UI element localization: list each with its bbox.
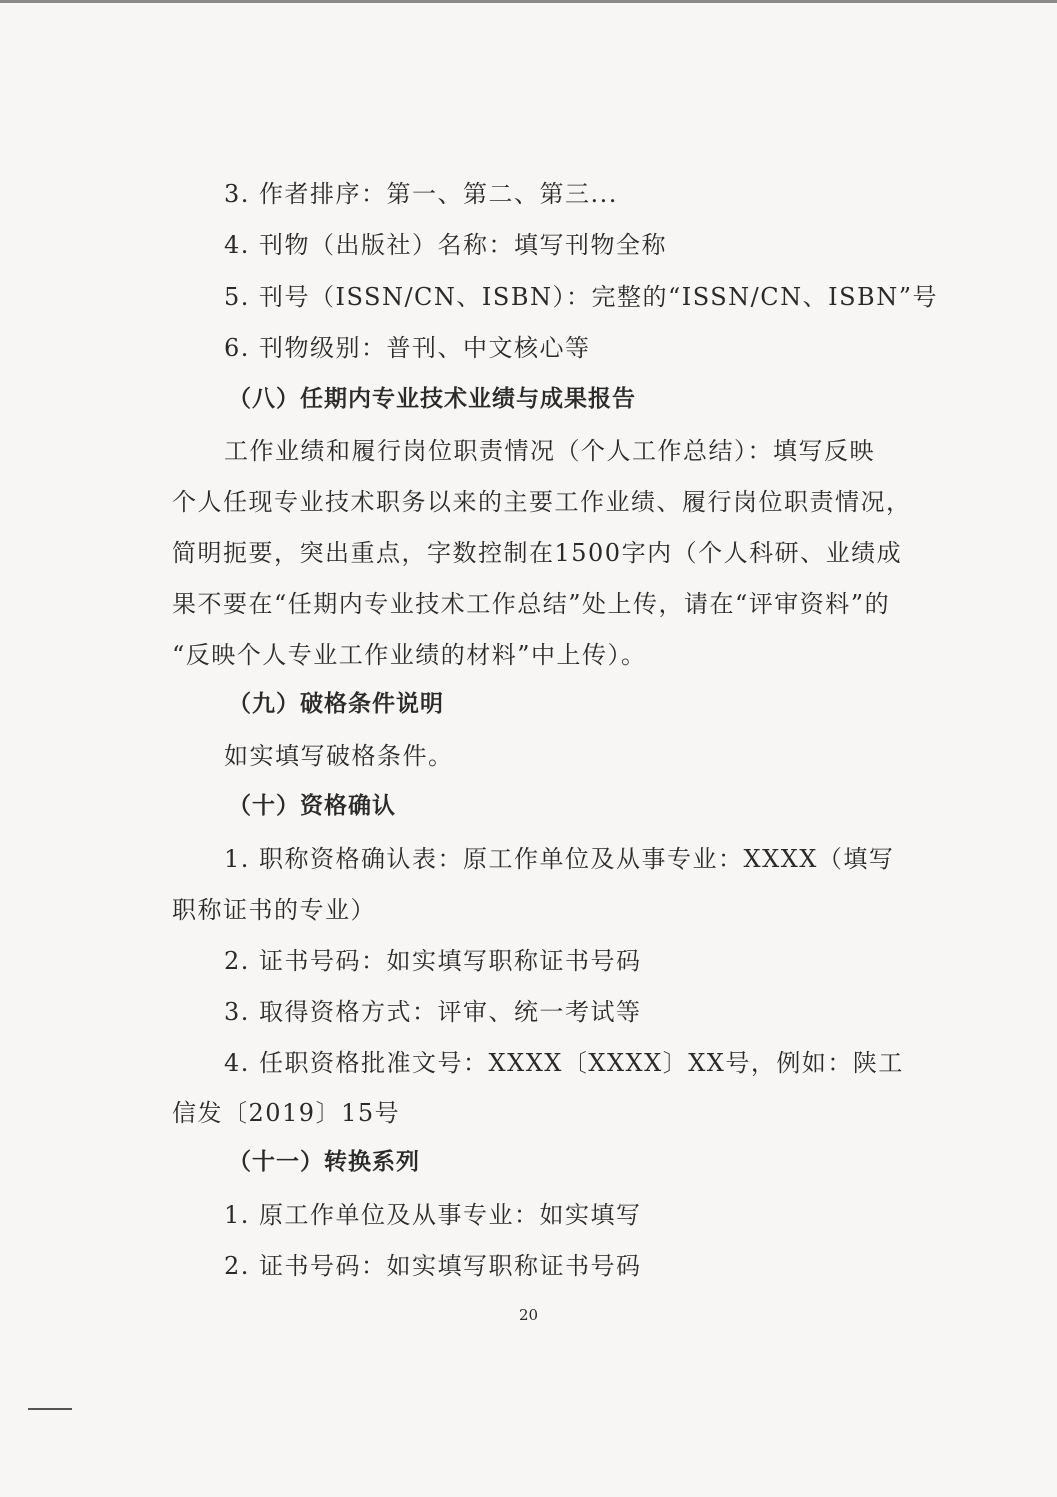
item-author-order: 3. 作者排序：第一、第二、第三... <box>224 180 618 208</box>
item-original-unit: 1. 原工作单位及从事专业：如实填写 <box>224 1201 642 1229</box>
item-qualification-form-cont: 职称证书的专业） <box>172 896 376 924</box>
item-qualification-form: 1. 职称资格确认表：原工作单位及从事专业：XXXX（填写 <box>224 845 895 873</box>
section-heading-8: （八）任期内专业技术业绩与成果报告 <box>228 386 636 412</box>
page-number: 20 <box>518 1306 539 1324</box>
paragraph-line: 果不要在“任期内专业技术工作总结”处上传，请在“评审资料”的 <box>172 590 891 618</box>
item-certificate-number: 2. 证书号码：如实填写职称证书号码 <box>224 947 642 975</box>
scan-corner-mark <box>28 1408 72 1410</box>
item-approval-doc-number-cont: 信发〔2019〕15号 <box>172 1099 401 1127</box>
paragraph-line: 工作业绩和履行岗位职责情况（个人工作总结）：填写反映 <box>224 437 875 465</box>
item-acquisition-method: 3. 取得资格方式：评审、统一考试等 <box>224 998 642 1026</box>
item-publication-level: 6. 刊物级别：普刊、中文核心等 <box>224 334 591 362</box>
section-heading-11: （十一）转换系列 <box>228 1149 420 1175</box>
paragraph-line: 如实填写破格条件。 <box>224 742 454 770</box>
paragraph-line: 简明扼要，突出重点，字数控制在1500字内（个人科研、业绩成 <box>172 539 903 567</box>
paragraph-line: 个人任现专业技术职务以来的主要工作业绩、履行岗位职责情况， <box>172 488 912 516</box>
item-certificate-number-2: 2. 证书号码：如实填写职称证书号码 <box>224 1252 642 1280</box>
scan-top-edge <box>0 0 1057 3</box>
paragraph-line: “反映个人专业工作业绩的材料”中上传）。 <box>172 641 647 669</box>
section-heading-9: （九）破格条件说明 <box>228 691 444 717</box>
section-heading-10: （十）资格确认 <box>228 793 396 819</box>
item-approval-doc-number: 4. 任职资格批准文号：XXXX〔XXXX〕XX号，例如：陕工 <box>224 1049 904 1077</box>
item-issn: 5. 刊号（ISSN/CN、ISBN）：完整的“ISSN/CN、ISBN”号 <box>224 283 938 311</box>
item-publication-name: 4. 刊物（出版社）名称：填写刊物全称 <box>224 231 668 259</box>
